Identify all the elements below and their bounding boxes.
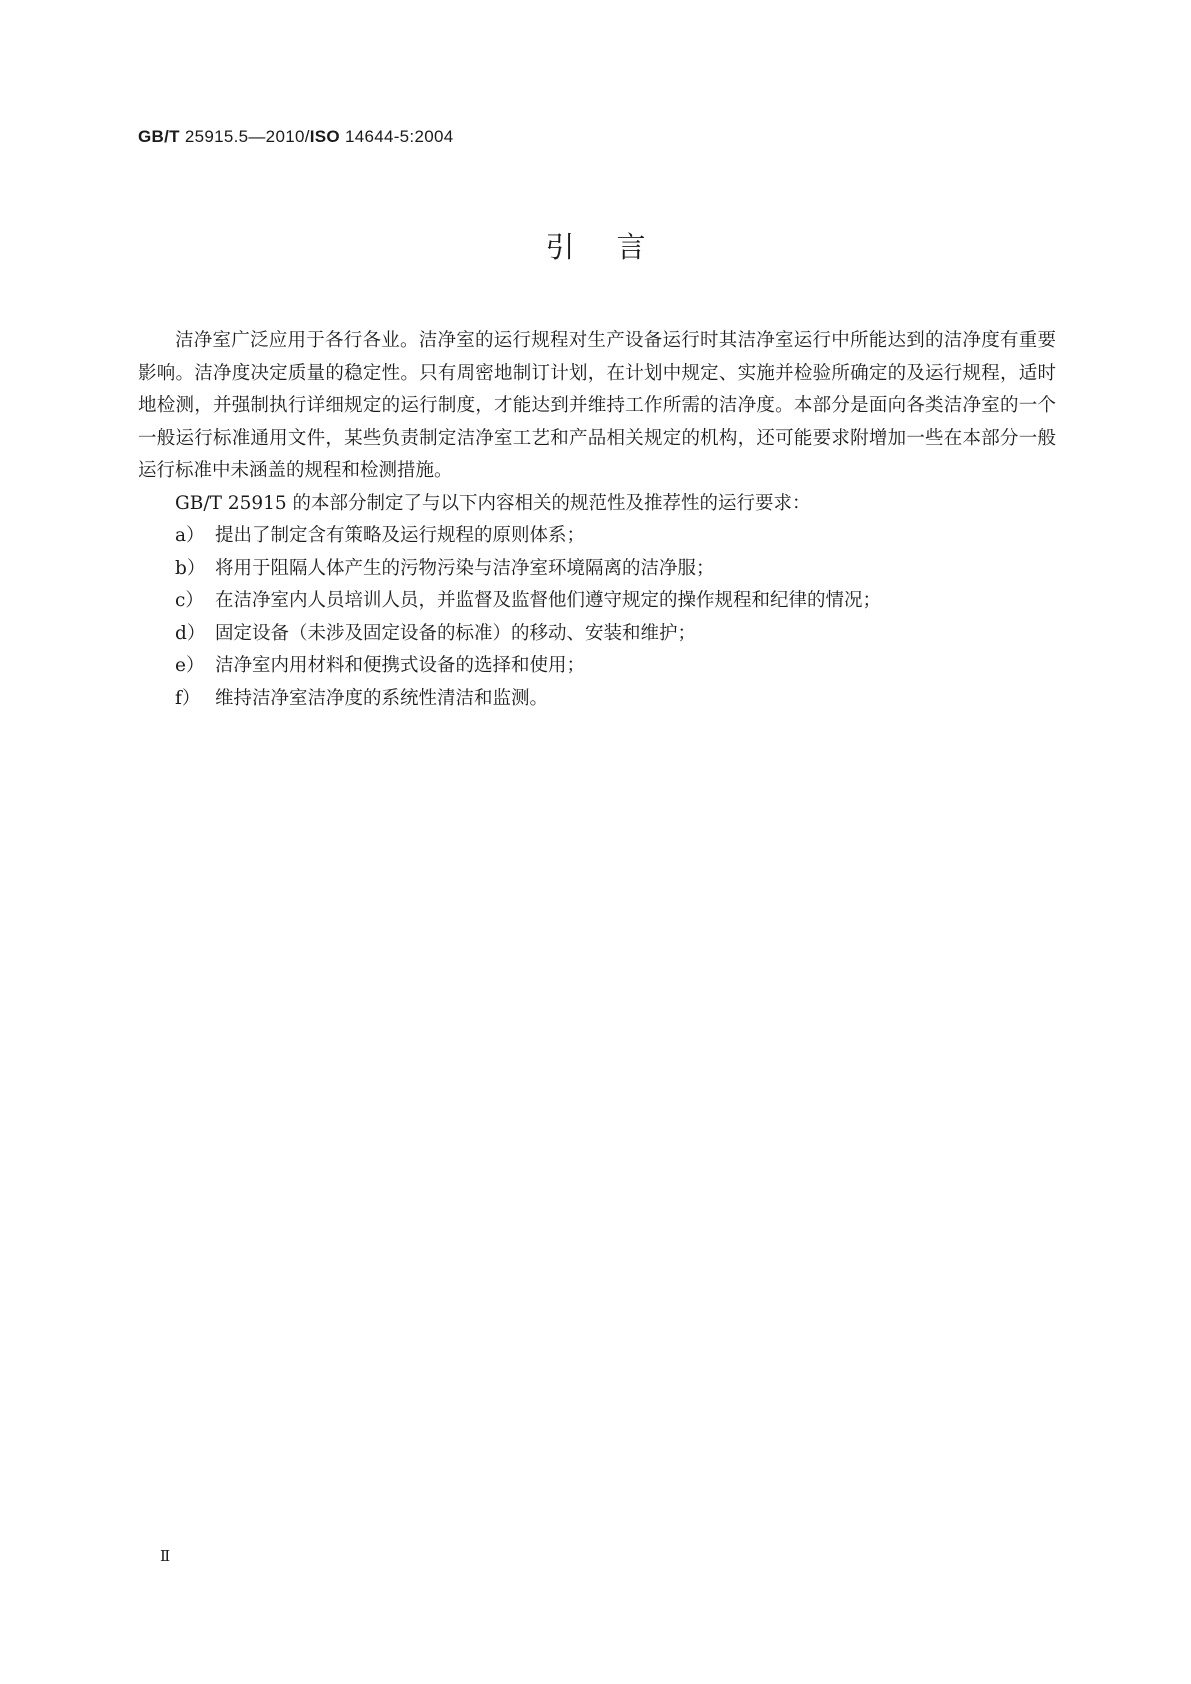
list-marker: c） — [175, 590, 204, 611]
list-item-text: 将用于阻隔人体产生的污物污染与洁净室环境隔离的洁净服； — [215, 557, 715, 579]
list-item-text: 固定设备（未涉及固定设备的标准）的移动、安装和维护； — [215, 622, 697, 644]
list-item-text: 在洁净室内人员培训人员，并监督及监督他们遵守规定的操作规程和纪律的情况； — [215, 590, 882, 611]
standard-prefix: GB/T — [138, 127, 180, 146]
list-item — [138, 520, 1056, 553]
list-marker: e） — [175, 655, 205, 676]
requirements-intro: GB/T 25915 的本部分制定了与以下内容相关的规范性及推荐性的运行要求： — [175, 492, 811, 514]
list-item — [138, 683, 1056, 716]
list-item — [138, 585, 1056, 618]
iso-number: 14644-5:2004 — [339, 127, 454, 146]
intro-paragraph: 洁净室广泛应用于各行各业。洁净室的运行规程对生产设备运行时其洁净室运行中所能达到的洁净度有重要影响。洁净度决定质量的稳定性。只有周密地制订计划，在计划中规定、实施并检验所确定的及运行规程，适时地检测，并强制执行详细规定的运行制度，才能达到并维持工作所需的洁净度。本部分是面向各类洁净室的一个一般运行标准通用文件，某些负责制定洁净室工艺和产品相关规定的机构，还可能要求附增加一些在本部分一般运行标准中未涵盖的规程和检测措施。 — [138, 330, 1056, 481]
list-marker: a） — [175, 525, 205, 546]
list-item-text: 洁净室内用材料和便携式设备的选择和使用； — [215, 655, 586, 676]
page-title: 引言 — [545, 230, 688, 264]
list-item — [138, 618, 1056, 651]
standard-number: 25915.5—2010/ — [179, 127, 310, 146]
list-marker: b） — [175, 557, 206, 579]
list-item — [138, 553, 1056, 586]
document-body — [138, 325, 1056, 715]
list-marker: d） — [175, 622, 206, 644]
list-item — [138, 650, 1056, 683]
list-item-text: 维持洁净室洁净度的系统性清洁和监测。 — [215, 687, 549, 709]
list-marker: f） — [175, 687, 201, 709]
page-number: Ⅱ — [160, 1547, 171, 1565]
list-item-text: 提出了制定含有策略及运行规程的原则体系； — [215, 525, 586, 546]
iso-prefix: ISO — [309, 127, 340, 146]
standard-header — [138, 127, 453, 147]
